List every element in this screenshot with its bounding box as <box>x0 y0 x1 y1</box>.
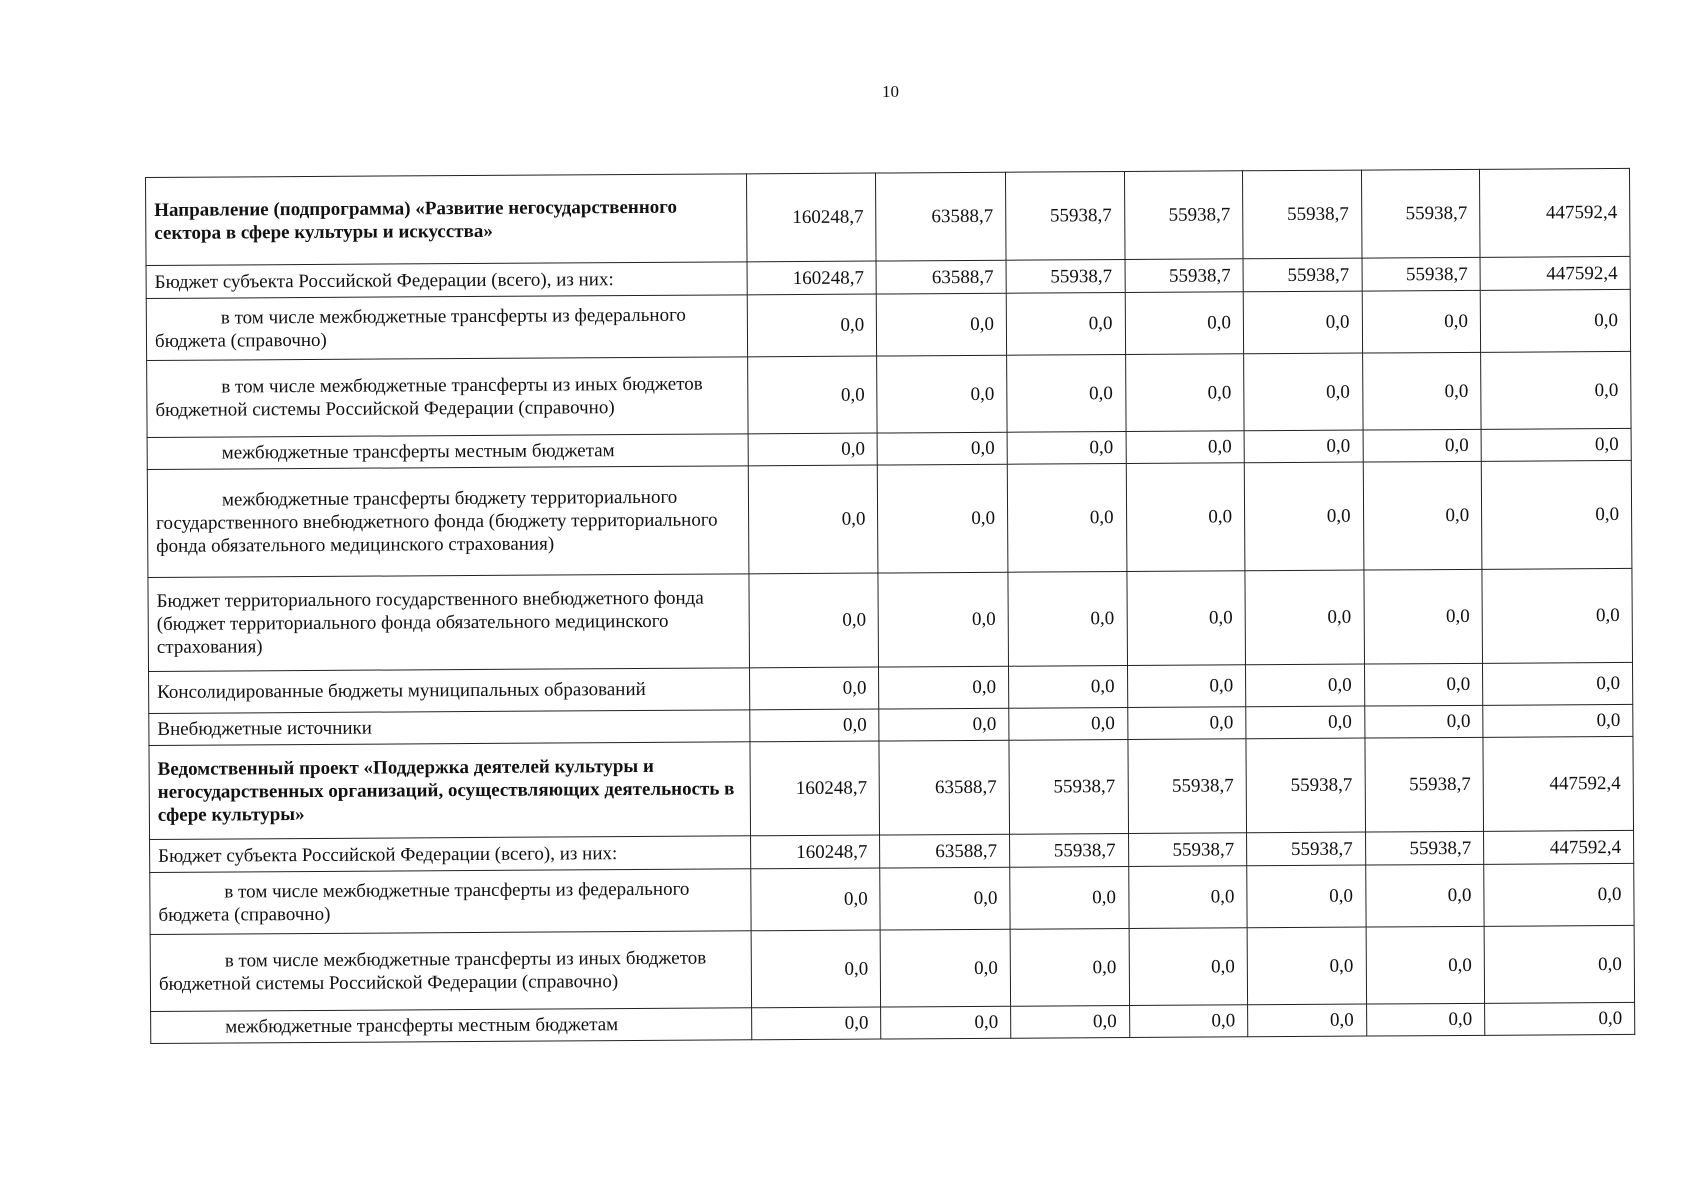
value-cell: 55938,7 <box>1365 831 1484 865</box>
value-cell: 0,0 <box>877 293 1007 356</box>
value-cell: 0,0 <box>1482 568 1633 663</box>
row-label: в том числе межбюджетные трансферты из федерального бюджета (справочно) <box>158 878 690 926</box>
value-cell: 0,0 <box>1365 864 1484 927</box>
value-cell: 0,0 <box>748 433 878 466</box>
value-cell: 0,0 <box>748 465 878 574</box>
row-label: Бюджет территориального государственного внебюджетного фонда (бюджет территориального фонда обязательного медицинского страхования) <box>148 574 749 672</box>
value-cell: 0,0 <box>1129 1005 1248 1038</box>
table-row <box>150 925 1634 1011</box>
value-cell: 0,0 <box>1485 1002 1635 1035</box>
table-row <box>149 736 1634 839</box>
value-cell: 0,0 <box>1244 353 1363 431</box>
value-cell: 0,0 <box>1247 927 1366 1005</box>
row-label: Ведомственный проект «Поддержка деятелей культуры и негосударственных организаций, осуществляющих деятельность в сфере культуры» <box>149 742 750 840</box>
value-cell: 0,0 <box>1008 572 1127 667</box>
value-cell: 0,0 <box>1247 865 1366 928</box>
value-cell: 0,0 <box>878 572 1008 667</box>
value-cell: 0,0 <box>1125 292 1244 355</box>
value-cell: 55938,7 <box>1364 737 1483 832</box>
value-cell: 0,0 <box>881 1006 1011 1039</box>
value-cell: 0,0 <box>1007 464 1126 573</box>
value-cell: 0,0 <box>1481 428 1631 461</box>
value-cell: 55938,7 <box>1243 170 1362 259</box>
value-cell: 55938,7 <box>1127 739 1246 834</box>
value-cell: 0,0 <box>1009 666 1128 709</box>
value-cell: 55938,7 <box>1009 740 1128 835</box>
value-cell: 55938,7 <box>1361 169 1480 258</box>
value-cell: 55938,7 <box>1246 738 1365 833</box>
value-cell: 0,0 <box>1129 928 1248 1006</box>
value-cell: 55938,7 <box>1124 171 1243 260</box>
value-cell: 0,0 <box>1244 462 1363 571</box>
value-cell: 160248,7 <box>750 835 880 869</box>
value-cell: 55938,7 <box>1362 257 1481 291</box>
value-cell: 55938,7 <box>1006 260 1125 294</box>
value-cell: 0,0 <box>1245 570 1364 665</box>
value-cell: 0,0 <box>747 294 877 357</box>
value-cell: 0,0 <box>1363 429 1482 462</box>
value-cell: 63588,7 <box>880 834 1010 868</box>
row-label: в том числе межбюджетные трансферты из иных бюджетов бюджетной системы Российской Федерации (справочно) <box>155 373 703 421</box>
value-cell: 0,0 <box>747 356 877 434</box>
value-cell: 447592,4 <box>1483 736 1634 831</box>
value-cell: 0,0 <box>879 666 1009 709</box>
value-cell: 0,0 <box>1484 925 1634 1003</box>
value-cell: 0,0 <box>1481 460 1632 569</box>
value-cell: 0,0 <box>1011 1006 1130 1039</box>
value-cell: 0,0 <box>1246 664 1365 707</box>
value-cell: 63588,7 <box>876 260 1006 294</box>
row-label: межбюджетные трансферты местным бюджетам <box>221 440 615 464</box>
value-cell: 0,0 <box>749 573 879 668</box>
value-cell: 55938,7 <box>1128 833 1247 867</box>
row-label: Бюджет субъекта Российской Федерации (всего), из них: <box>150 836 751 873</box>
value-cell: 0,0 <box>1010 867 1129 930</box>
page-number: 10 <box>882 82 899 101</box>
value-cell: 0,0 <box>880 929 1010 1007</box>
value-cell: 447592,4 <box>1484 830 1634 864</box>
value-cell: 160248,7 <box>746 173 876 262</box>
value-cell: 0,0 <box>880 867 1010 930</box>
table-row <box>146 289 1630 360</box>
value-cell: 447592,4 <box>1480 168 1630 257</box>
table-row <box>147 351 1631 437</box>
value-cell: 0,0 <box>878 464 1008 573</box>
value-cell: 0,0 <box>1128 866 1247 929</box>
value-cell: 0,0 <box>1248 1004 1367 1037</box>
value-cell: 55938,7 <box>1247 832 1366 866</box>
value-cell: 0,0 <box>1126 431 1245 464</box>
value-cell: 0,0 <box>1243 291 1362 354</box>
value-cell: 0,0 <box>1362 352 1481 430</box>
value-cell: 55938,7 <box>1005 172 1124 261</box>
value-cell: 0,0 <box>879 708 1009 741</box>
value-cell: 0,0 <box>1006 293 1125 356</box>
value-cell: 55938,7 <box>1125 259 1244 293</box>
value-cell: 160248,7 <box>750 741 880 836</box>
value-cell: 55938,7 <box>1010 834 1129 868</box>
row-label: межбюджетные трансферты бюджету территориального государственного внебюджетного фонда (бюджету территориального фонда обязательного медицинского страхования) <box>156 486 718 557</box>
table-row <box>150 863 1634 934</box>
value-cell: 0,0 <box>1007 355 1126 433</box>
value-cell: 0,0 <box>1125 354 1244 432</box>
value-cell: 0,0 <box>1127 707 1246 740</box>
value-cell: 0,0 <box>1363 569 1482 664</box>
row-label: межбюджетные трансферты местным бюджетам <box>225 1014 619 1038</box>
budget-table <box>145 168 1635 1044</box>
value-cell: 447592,4 <box>1480 256 1630 290</box>
value-cell: 0,0 <box>1366 926 1485 1004</box>
value-cell: 0,0 <box>877 355 1007 433</box>
table-row <box>147 460 1632 577</box>
value-cell: 0,0 <box>1366 1003 1485 1036</box>
table-row <box>146 168 1631 265</box>
value-cell: 63588,7 <box>876 172 1006 261</box>
row-label: в том числе межбюджетные трансферты из федерального бюджета (справочно) <box>154 304 686 352</box>
value-cell: 0,0 <box>1244 430 1363 463</box>
value-cell: 0,0 <box>1246 706 1365 739</box>
row-label: Бюджет субъекта Российской Федерации (всего), из них: <box>146 262 747 299</box>
value-cell: 0,0 <box>1483 704 1633 737</box>
value-cell: 0,0 <box>1009 708 1128 741</box>
value-cell: 0,0 <box>1363 461 1482 570</box>
value-cell: 0,0 <box>749 709 879 742</box>
value-cell: 160248,7 <box>747 261 877 295</box>
value-cell: 0,0 <box>1484 863 1634 926</box>
row-label: в том числе межбюджетные трансферты из иных бюджетов бюджетной системы Российской Федерации (справочно) <box>158 947 707 995</box>
value-cell: 0,0 <box>1126 571 1245 666</box>
row-label: Направление (подпрограмма) «Развитие негосударственного сектора в сфере культуры и искусства» <box>146 174 747 266</box>
value-cell: 0,0 <box>1010 929 1129 1007</box>
value-cell: 0,0 <box>1480 289 1630 352</box>
value-cell: 63588,7 <box>879 740 1009 835</box>
value-cell: 0,0 <box>1126 463 1245 572</box>
value-cell: 55938,7 <box>1243 258 1362 292</box>
value-cell: 0,0 <box>751 1007 881 1040</box>
table-row <box>148 568 1633 671</box>
row-label: Консолидированные бюджеты муниципальных образований <box>149 668 750 714</box>
value-cell: 0,0 <box>749 667 879 710</box>
value-cell: 0,0 <box>1364 705 1483 738</box>
value-cell: 0,0 <box>1483 662 1633 705</box>
value-cell: 0,0 <box>750 868 880 931</box>
value-cell: 0,0 <box>1362 290 1481 353</box>
value-cell: 0,0 <box>1481 351 1631 429</box>
value-cell: 0,0 <box>1364 663 1483 706</box>
value-cell: 0,0 <box>1127 665 1246 708</box>
value-cell: 0,0 <box>1007 432 1126 465</box>
value-cell: 0,0 <box>751 930 881 1008</box>
value-cell: 0,0 <box>877 432 1007 465</box>
row-label: Внебюджетные источники <box>149 710 750 746</box>
